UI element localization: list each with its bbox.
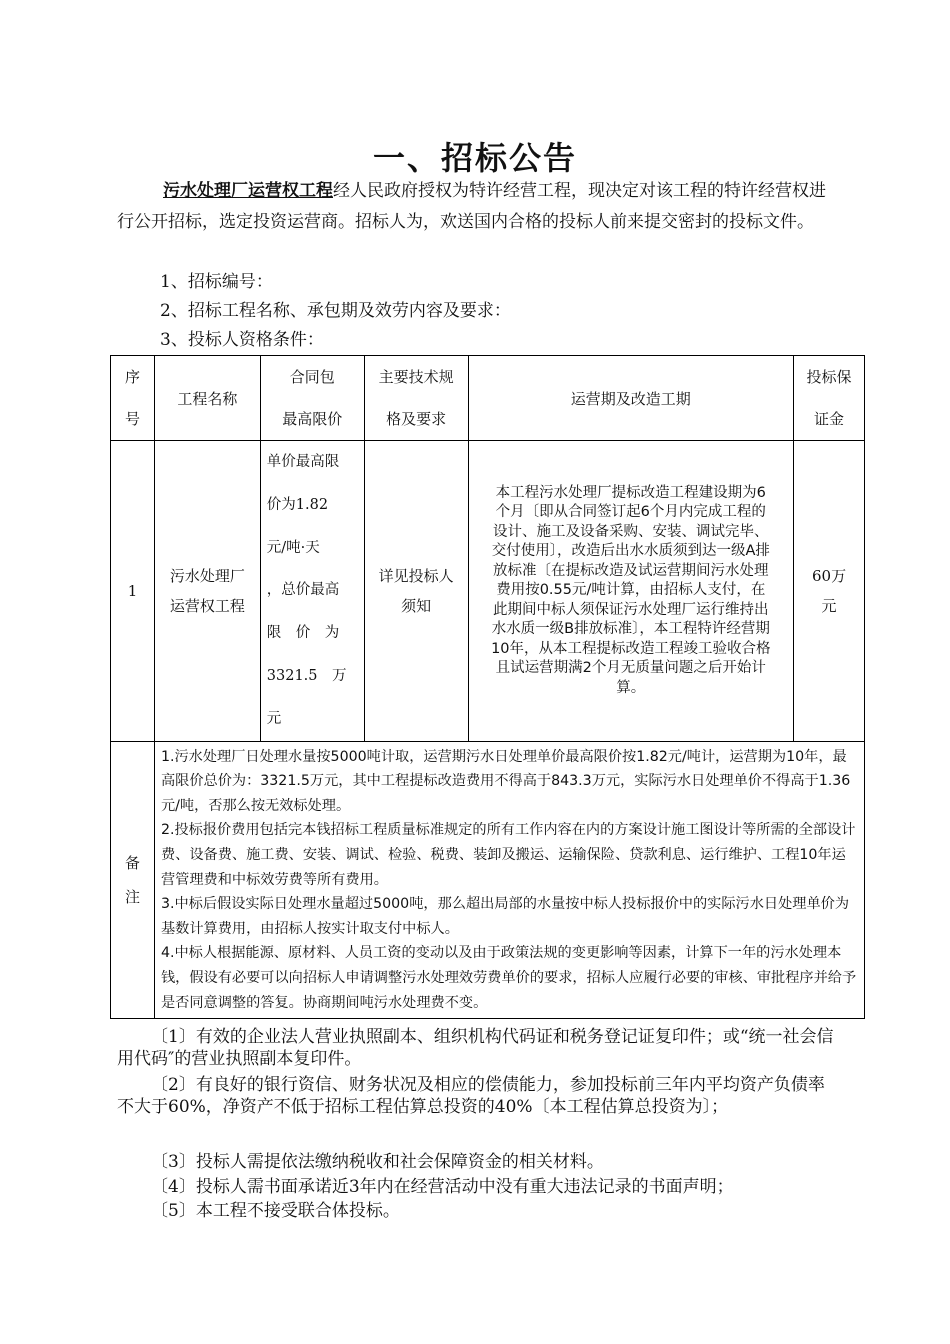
remark-item: 3.中标后假设实际日处理水量超过5000吨，那么超出局部的水量按中标人投标报价中的实际污水日处理单价为基数计算费用，由招标人按实计取支付中标人。: [160, 896, 850, 937]
row-max-price: 单价最高限 价为1.82 元/吨·天 ，总价最高 限 价 为 3321.5 万 元: [260, 441, 364, 742]
row-tech-spec: 详见投标人 须知: [364, 441, 468, 742]
header-project-name: 工程名称: [154, 356, 260, 441]
remark-item: 4.中标人根据能源、原材料、人员工资的变动以及由于政策法规的变更影响等因素，计算下一年的污水处理本钱，假设有必要可以向招标人申请调整污水处理效劳费单价的要求，招标人应履行必要的审核、审批程序并给予是否同意调整的答复。协商期间吨污水处理费不变。: [160, 945, 857, 1011]
header-tech-spec: 主要技术规 格及要求: [364, 356, 468, 441]
requirement-item: 〔5〕本工程不接受联合体投标。: [151, 1201, 400, 1221]
requirement-item: 〔3〕投标人需提依法缴纳税收和社会保障资金的相关材料。: [151, 1152, 604, 1172]
row-bid-bond: 60万 元: [794, 441, 865, 742]
remark-item: 2.投标报价费用包括完本钱招标工程质量标准规定的所有工作内容在内的方案设计施工图设计等所需的全部设计费、设备费、施工费、安装、调试、检验、税费、装卸及搬运、运输保险、贷款利息、运行维护、工程10年运营管理费和中标效劳费等所有费用。: [160, 822, 856, 888]
remark-content: [154, 741, 864, 1019]
row-no: 1: [111, 441, 155, 742]
requirement-item: 〔4〕投标人需书面承诺近3年内在经营活动中没有重大违法记录的书面声明；: [151, 1177, 734, 1197]
header-no: 序 号: [111, 356, 155, 441]
intro-paragraph: [117, 176, 837, 238]
remark-item: 1.污水处理厂日处理水量按5000吨计取，运营期污水日处理单价最高限价按1.82元/吨计，运营期为10年，最高限价总价为：3321.5万元，其中工程提标改造费用不得高于843.3万元，实际污水日处理单价不得高于1.36元/吨，否那么按无效标处理。: [160, 748, 851, 814]
requirement-item: 〔2〕有良好的银行资信、财务状况及相应的偿债能力，参加投标前三年内平均资产负债率不大于60%，净资产不低于招标工程估算总投资的40%〔本工程估算总投资为〕；: [117, 1075, 825, 1117]
table-row: [111, 441, 865, 742]
row-project-name: 污水处理厂 运营权工程: [154, 441, 260, 742]
table-header-row: [111, 356, 865, 441]
item-project-scope: 2、招标工程名称、承包期及效劳内容及要求：: [160, 301, 511, 321]
requirement-item: 〔1〕有效的企业法人营业执照副本、组织机构代码证和税务登记证复印件；或“统一社会信用代码″的营业执照副本复印件。: [117, 1027, 834, 1069]
header-operation-period: 运营期及改造工期: [468, 356, 794, 441]
row-operation-period: 本工程污水处理厂提标改造工程建设期为6个月〔即从合同签订起6个月内完成工程的设计、施工及设备采购、安装、调试完毕、交付使用〕，改造后出水水质须到达一级A排放标准〔在提标改造及试运营期间污水处理费用按0.55元/吨计算，由招标人支付，在此期间中标人须保证污水处理厂运行维持出水水质一级B排放标准〕，本工程特许经营期10年，从本工程提标改造工程竣工验收合格且试运营期满2个月无质量问题之后开始计算。: [468, 441, 794, 742]
bid-table: [110, 355, 865, 1019]
item-bid-number: 1、招标编号：: [160, 272, 273, 292]
remark-label: 备 注: [111, 741, 155, 1019]
header-max-price: 合同包 最高限价: [260, 356, 364, 441]
page-title: 一、招标公告: [372, 139, 577, 177]
remark-row: [111, 741, 865, 1019]
header-bid-bond: 投标保 证金: [794, 356, 865, 441]
item-qualification: 3、投标人资格条件：: [160, 330, 324, 350]
project-name: 污水处理厂运营权工程: [163, 181, 333, 201]
intro-text: 经人民政府授权为特许经营工程，现决定对该工程的特许经营权进行公开招标，选定投资运营商。招标人为，欢送国内合格的投标人前来提交密封的投标文件。: [117, 181, 826, 232]
